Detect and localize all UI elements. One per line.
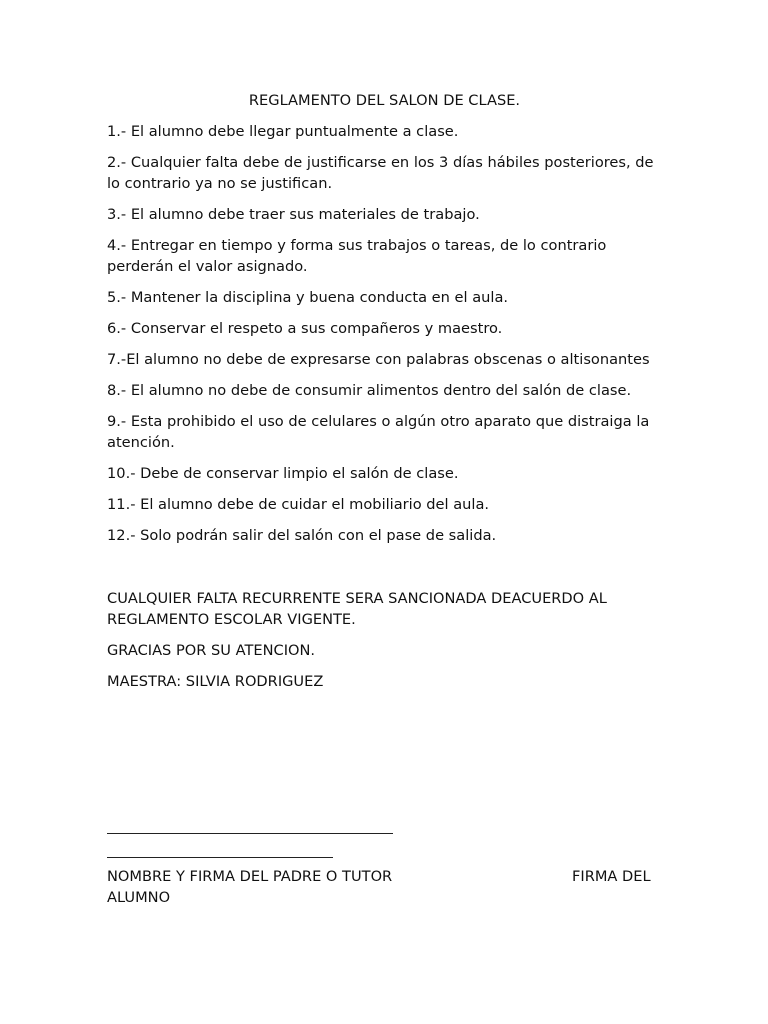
section-spacer	[107, 556, 662, 588]
rule-item: 7.-El alumno no debe de expresarse con palabras obscenas o altisonantes	[107, 351, 650, 368]
rule-item: 11.- El alumno debe de cuidar el mobiliario del aula.	[107, 496, 490, 513]
rule-item: 8.- El alumno no debe de consumir alimentos dentro del salón de clase.	[107, 382, 632, 399]
rule-item: 9.- Esta prohibido el uso de celulares o algún otro aparato que distraiga la atención.	[107, 413, 650, 451]
student-signature-line	[107, 842, 333, 858]
student-signature-label: FIRMA DEL	[572, 868, 651, 885]
warning-text: CUALQUIER FALTA RECURRENTE SERA SANCIONADA DEACUERDO AL REGLAMENTO ESCOLAR VIGENTE.	[107, 590, 607, 628]
rule-item: 3.- El alumno debe traer sus materiales de trabajo.	[107, 206, 480, 223]
teacher-name: MAESTRA: SILVIA RODRIGUEZ	[107, 673, 324, 690]
rule-item: 10.- Debe de conservar limpio el salón de clase.	[107, 465, 459, 482]
rule-item: 2.- Cualquier falta debe de justificarse en los 3 días hábiles posteriores, de lo contrario ya no se justifican.	[107, 154, 654, 192]
rule-item: 6.- Conservar el respeto a sus compañeros y maestro.	[107, 320, 503, 337]
rule-item: 1.- El alumno debe llegar puntualmente a clase.	[107, 123, 459, 140]
parent-signature-line	[107, 818, 393, 834]
student-signature-label-continued: ALUMNO	[107, 889, 171, 906]
document-title: REGLAMENTO DEL SALON DE CLASE.	[248, 92, 521, 109]
signature-labels	[107, 866, 667, 910]
thanks-text: GRACIAS POR SU ATENCION.	[107, 642, 316, 659]
rule-item: 4.- Entregar en tiempo y forma sus trabajos o tareas, de lo contrario perderán el valor asignado.	[107, 237, 607, 275]
signature-block	[107, 818, 667, 910]
parent-signature-label: NOMBRE Y FIRMA DEL PADRE O TUTOR	[107, 868, 393, 885]
rule-item: 5.- Mantener la disciplina y buena conducta en el aula.	[107, 289, 509, 306]
document-body	[107, 90, 662, 702]
rule-item: 12.- Solo podrán salir del salón con el pase de salida.	[107, 527, 497, 544]
rules-list	[107, 121, 662, 546]
